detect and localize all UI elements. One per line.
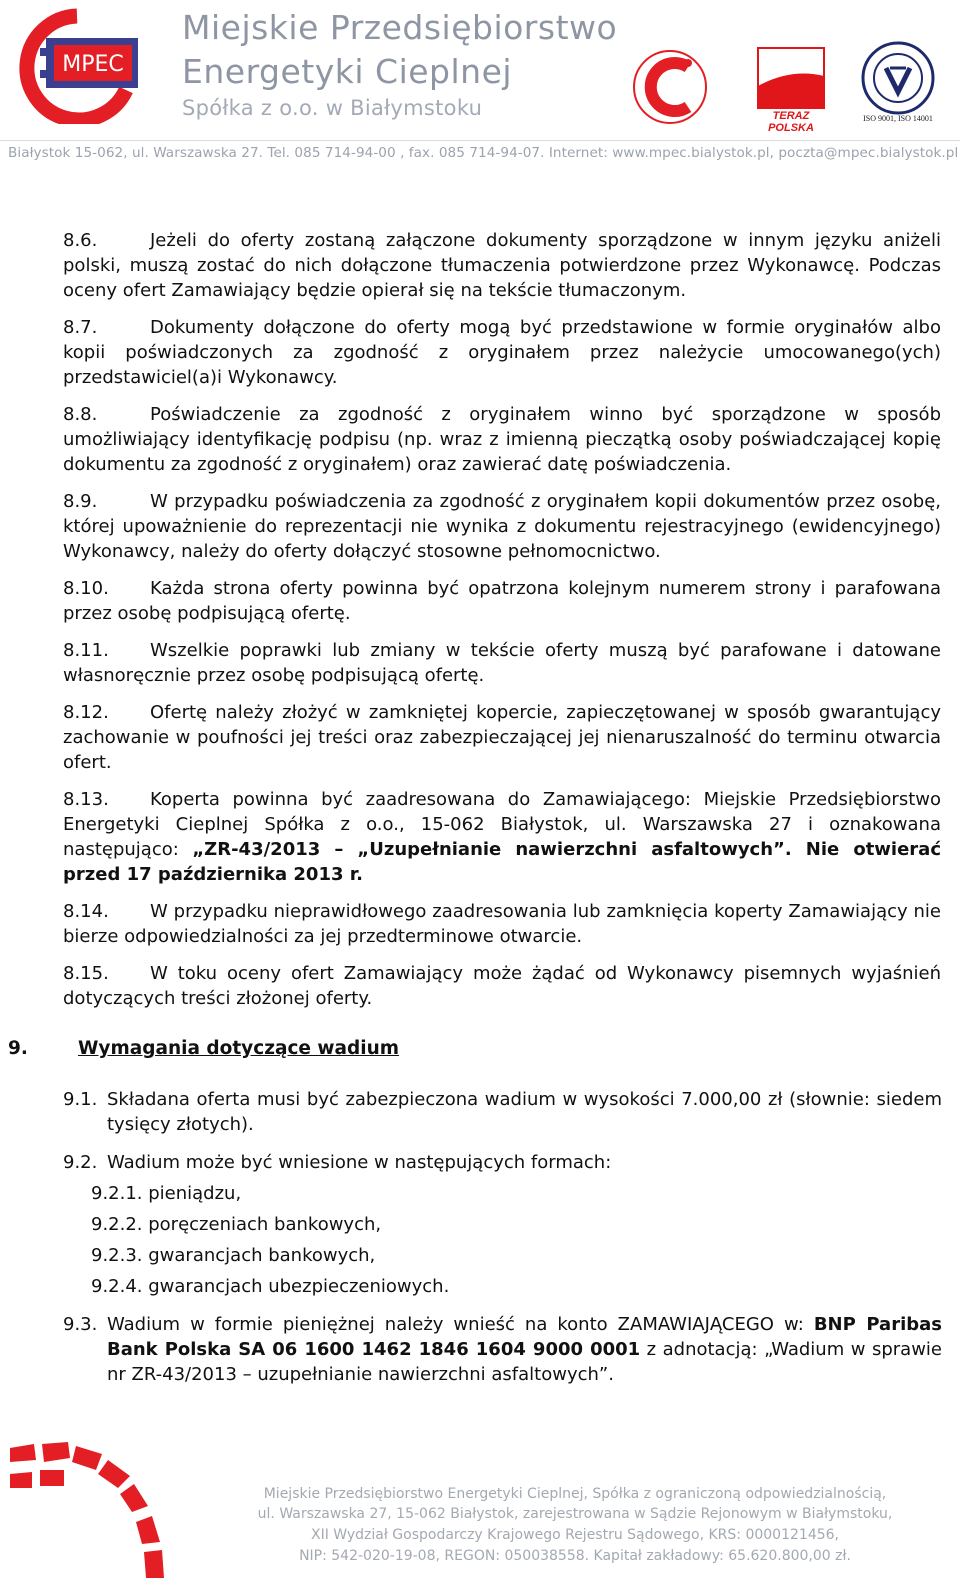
bank-intro-text: Wadium w formie pieniężnej należy wnieść na konto ZAMAWIAJĄCEGO w: [107, 1314, 814, 1335]
footer-line-3: XII Wydział Gospodarczy Krajowego Rejestru Sądowego, KRS: 0000121456, [310, 1527, 839, 1543]
paragraph-number: 8.9. [63, 491, 98, 512]
list-item: 9.2.3. gwarancjach bankowych, [91, 1245, 376, 1266]
paragraph-text: Składana oferta musi być zabezpieczona wadium w wysokości 7.000,00 zł (słownie: siedem tysięcy złotych). [107, 1089, 942, 1135]
paragraph-8-11 [63, 638, 941, 688]
section-9-heading [8, 1038, 938, 1059]
contact-line: Białystok 15-062, ul. Warszawska 27. Tel. 085 714-94-00 , fax. 085 714-94-07. Internet: www.mpec.bialystok.pl, poczta@mpec.bialystok.pl [8, 145, 959, 161]
paragraph-8-15 [63, 961, 941, 1011]
svg-text:MPEC: MPEC [62, 52, 124, 77]
paragraph-8-12 [63, 700, 941, 775]
paragraph-8-14 [63, 899, 941, 949]
paragraph-number: 8.10. [63, 578, 109, 599]
company-name-line2: Energetyki Cieplnej [182, 52, 513, 91]
footer-line-1: Miejskie Przedsiębiorstwo Energetyki Cieplnej, Spółka z ograniczoną odpowiedzialnością, [263, 1486, 887, 1502]
paragraph-text: Koperta powinna być zaadresowana do Zamawiającego: Miejskie Przedsiębiorstwo Energetyki Cieplnej Spółka z o.o., 15-062 Białystok, ul. Warszawska 27 i oznakowana następująco: [63, 789, 941, 860]
paragraph-8-9 [63, 489, 941, 564]
paragraph-number: 8.14. [63, 901, 109, 922]
paragraph-number: 9.3. [63, 1314, 98, 1335]
paragraph-text: Jeżeli do oferty zostaną załączone dokumenty sporządzone w innym języku aniżeli polski, muszą zostać do nich dołączone tłumaczenia potwierdzone przez Wykonawcę. Podczas oceny ofert Zamawiający będzie opierał się na tekście tłumaczonym. [63, 230, 941, 301]
cieplo-systemowe-logo [630, 45, 710, 127]
footer-line-4: NIP: 542-020-19-08, REGON: 050038558. Kapitał zakładowy: 65.620.800,00 zł. [299, 1548, 851, 1564]
paragraph-text: Poświadczenie za zgodność z oryginałem winno być sporządzone w sposób umożliwiający identyfikację podpisu (np. wraz z imienną pieczątką osoby poświadczającej kopię dokumentu za zgodność z oryginałem) oraz zawierać datę poświadczenia. [63, 404, 941, 475]
udt-cert-logo [860, 40, 936, 116]
paragraph-text: Wszelkie poprawki lub zmiany w tekście oferty muszą być parafowane i datowane własnoręcznie przez osobę podpisującą ofertę. [63, 640, 941, 686]
paragraph-text [107, 1312, 942, 1387]
paragraph-number: 8.6. [63, 230, 98, 251]
paragraph-text: W przypadku poświadczenia za zgodność z oryginałem kopii dokumentów przez osobę, której upoważnienie do reprezentacji nie wynika z dokumentu rejestracyjnego (ewidencyjnego) Wykonawcy, należy do oferty dołączyć stosowne pełnomocnictwo. [63, 491, 941, 562]
bank-annotation-text: z adnotacją: „Wadium w sprawie nr ZR-43/2013 – uzupełnianie nawierzchni asfaltowych”. [107, 1339, 942, 1385]
paragraph-text: Wadium może być wniesione w następujących formach: [107, 1152, 612, 1173]
paragraph-number: 8.13. [63, 789, 109, 810]
paragraph-text: Każda strona oferty powinna być opatrzona kolejnym numerem strony i parafowana przez osobę podpisującą ofertę. [63, 578, 941, 624]
paragraph-8-7 [63, 315, 941, 390]
company-name-line3: Spółka z o.o. w Białymstoku [182, 96, 483, 120]
teraz-polska-label: TERAZ POLSKA [768, 110, 814, 134]
paragraph-number: 8.8. [63, 404, 98, 425]
company-name-line1: Miejskie Przedsiębiorstwo [182, 8, 618, 47]
paragraph-number: 8.7. [63, 317, 98, 338]
paragraph-8-8 [63, 402, 941, 477]
paragraph-text: W przypadku nieprawidłowego zaadresowania lub zamknięcia koperty Zamawiający nie bierze odpowiedzialności za jej przedterminowe otwarcie. [63, 901, 941, 947]
list-item: 9.2.2. poręczeniach bankowych, [91, 1214, 382, 1235]
section-number: 9. [8, 1038, 28, 1059]
iso-certification-label: ISO 9001, ISO 14001 [863, 114, 933, 123]
header-divider [0, 140, 960, 141]
footer-line-2: ul. Warszawska 27, 15-062 Białystok, zarejestrowana w Sądzie Rejonowym w Białymstoku, [257, 1506, 893, 1522]
paragraph-8-6 [63, 228, 941, 303]
paragraph-number: 9.1. [63, 1089, 98, 1110]
paragraph-8-10 [63, 576, 941, 626]
envelope-marking: „ZR-43/2013 – „Uzupełnianie nawierzchni asfaltowych”. Nie otwierać przed 17 października 2013 r. [63, 839, 941, 885]
mpec-logo [14, 8, 140, 124]
section-title: Wymagania dotyczące wadium [78, 1038, 400, 1059]
document-body [63, 228, 941, 1023]
paragraph-text: Dokumenty dołączone do oferty mogą być przedstawione w formie oryginałów albo kopii poświadczonych za zgodność z oryginałem przez należycie umocowanego(ych) przedstawiciel(a)i Wykonawcy. [63, 317, 941, 388]
paragraph-number: 8.11. [63, 640, 109, 661]
paragraph-9-2 [63, 1150, 942, 1175]
paragraph-number: 8.15. [63, 963, 109, 984]
list-item: 9.2.4. gwarancjach ubezpieczeniowych. [91, 1276, 450, 1297]
footer-arc-logo [6, 1440, 172, 1580]
paragraph-text: W toku oceny ofert Zamawiający może żądać od Wykonawcy pisemnych wyjaśnień dotyczących treści złożonej oferty. [63, 963, 941, 1009]
bank-account: BNP Paribas Bank Polska SA 06 1600 1462 1846 1604 9000 0001 [107, 1314, 942, 1360]
paragraph-9-3 [63, 1312, 942, 1387]
paragraph-number: 9.2. [63, 1152, 98, 1173]
paragraph-text: Ofertę należy złożyć w zamkniętej kopercie, zapieczętowanej w sposób gwarantujący zachowanie w poufności jej treści oraz zabezpieczającej jej nienaruszalność do terminu otwarcia ofert. [63, 702, 941, 773]
paragraph-8-13 [63, 787, 941, 887]
list-item: 9.2.1. pieniądzu, [91, 1183, 242, 1204]
paragraph-number: 8.12. [63, 702, 109, 723]
paragraph-9-1 [63, 1087, 942, 1137]
